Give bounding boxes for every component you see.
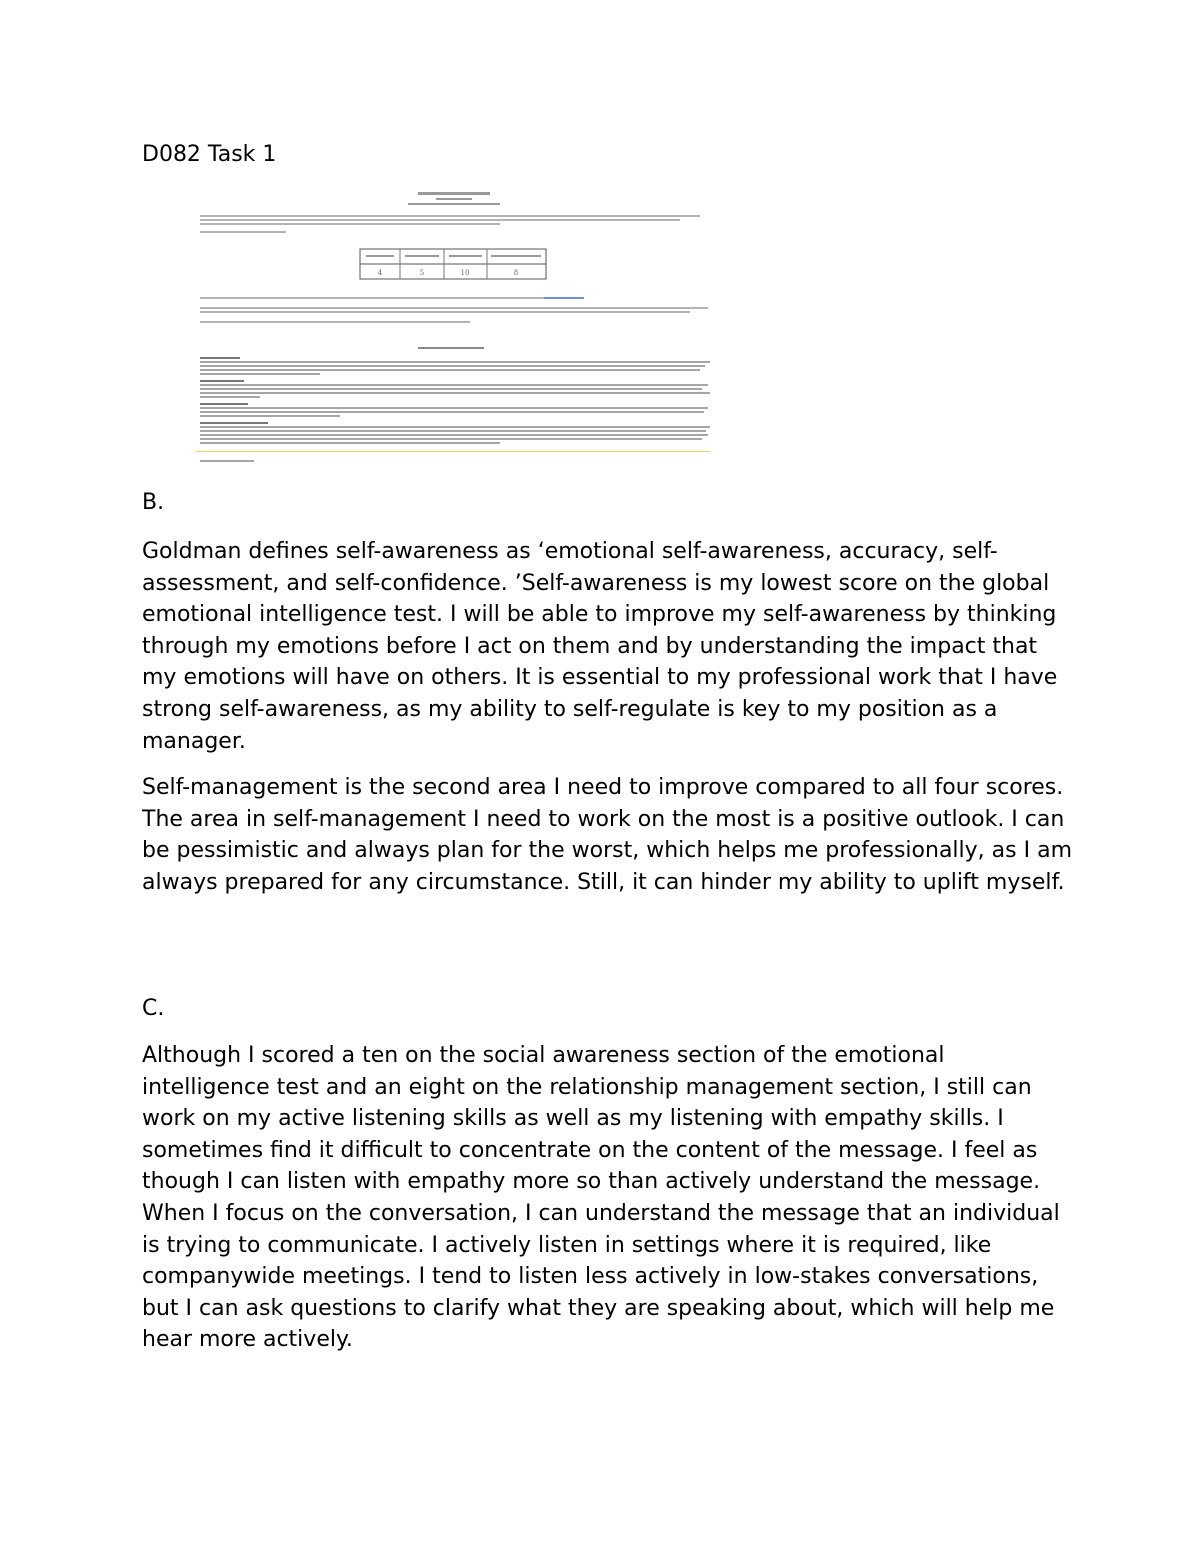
document-title: D082 Task 1 — [142, 142, 277, 167]
screenshot-text-line — [200, 460, 254, 462]
section-label-c: C. — [142, 996, 165, 1021]
score-cell: 8 — [513, 269, 519, 277]
screenshot-text-line — [200, 321, 470, 323]
screenshot-text-line — [200, 231, 286, 233]
paragraph-self-awareness: Goldman defines self-awareness as ‘emotional self-awareness, accuracy, self-assessment, and self-confidence. ’Self-awareness is my lowest score on the global emotional intelligence test. I will be able to improve my self-awareness by thinking through my emotions before I act on them and by understanding the impact that my emotions will have on others. It is essential to my professional work that I have strong self-awareness, as my ability to self-regulate is key to my position as a manager. — [142, 539, 1058, 754]
paragraph-self-management: Self-management is the second area I need to improve compared to all four scores. The area in self-management I need to work on the most is a positive outlook. I can be pessimistic and always plan for the worst, which helps me professionally, as I am always prepared for any circumstance. Still, it can hinder my ability to uplift myself. — [142, 775, 1072, 895]
screenshot-text-line — [200, 307, 708, 309]
screenshot-text-line — [200, 215, 700, 217]
screenshot-text-line — [200, 311, 690, 313]
screenshot-text-line — [200, 219, 680, 221]
embedded-results-screenshot — [196, 186, 712, 468]
screenshot-divider — [196, 451, 710, 452]
screenshot-text-line — [200, 223, 500, 225]
score-cell: 10 — [460, 269, 470, 277]
screenshot-heading-line — [418, 192, 490, 195]
section-label-b: B. — [142, 490, 165, 515]
score-cell: 4 — [377, 269, 383, 277]
score-cell: 5 — [419, 269, 425, 277]
screenshot-heading-line — [408, 203, 500, 205]
screenshot-subheading-line — [418, 347, 484, 349]
results-screenshot-graphic — [196, 186, 712, 468]
screenshot-link-line — [544, 297, 584, 299]
paragraph-social-awareness: Although I scored a ten on the social awareness section of the emotional intelligence test and an eight on the relationship management section, I still can work on my active listening skills as well as my listening with empathy skills. I sometimes find it difficult to concentrate on the content of the message. I feel as though I can listen with empathy more so than actively understand the message. When I focus on the conversation, I can understand the message that an individual is trying to communicate. I actively listen in settings where it is required, like companywide meetings. I tend to listen less actively in low-stakes conversations, but I can ask questions to clarify what they are speaking about, which will help me hear more actively. — [142, 1043, 1060, 1353]
screenshot-heading-line — [436, 198, 472, 200]
screenshot-text-line — [200, 297, 580, 299]
screenshot-score-table — [360, 249, 546, 279]
